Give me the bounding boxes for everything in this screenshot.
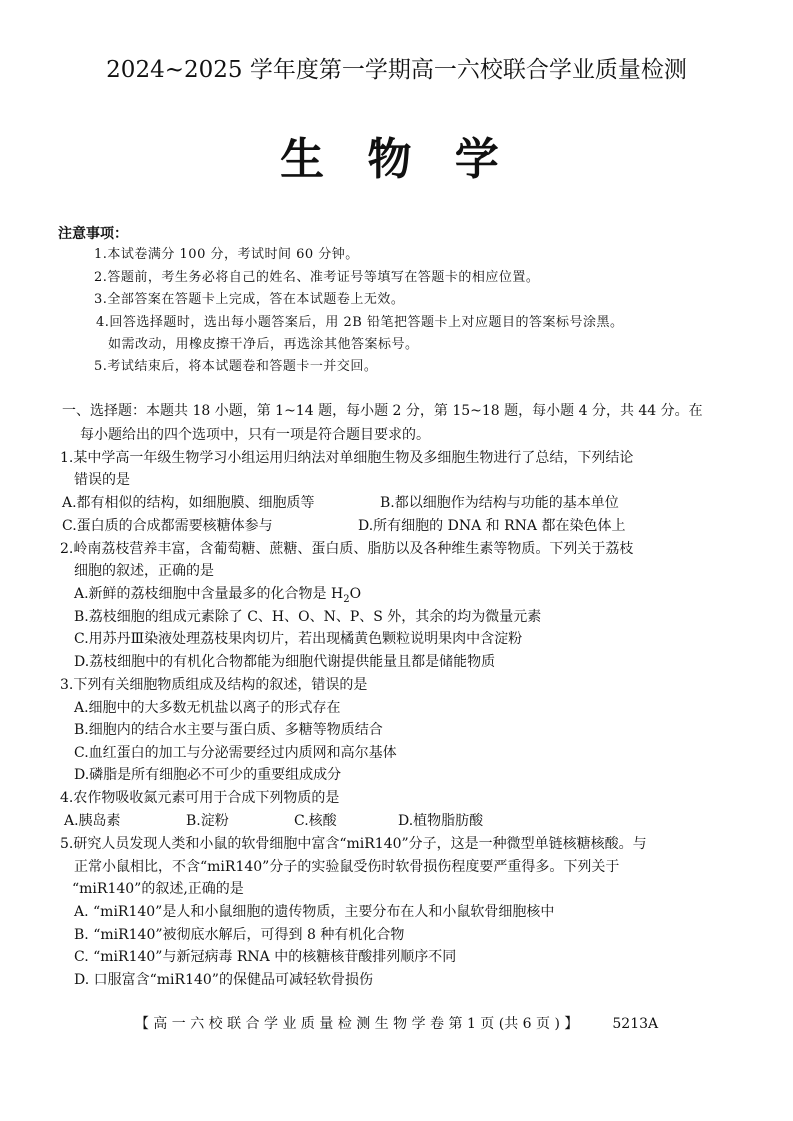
exam-title: 2024~2025 学年度第一学期高一六校联合学业质量检测 — [106, 57, 687, 83]
question-2-option-b: B.荔枝细胞的组成元素除了 C、H、O、N、P、S 外，其余的均为微量元素 — [74, 609, 542, 625]
notice-item: 2.答题前，考生务必将自己的姓名、准考证号等填写在答题卡的相应位置。 — [94, 270, 540, 285]
page-footer — [0, 1014, 793, 1034]
question-4-option-a: A.胰岛素 — [64, 813, 121, 829]
notice-item: 5.考试结束后，将本试题卷和答题卡一并交回。 — [94, 359, 378, 374]
question-1-stem-cont: 错误的是 — [74, 472, 130, 488]
question-5-option-d: D. 口服富含“miR140”的保健品可减轻软骨损伤 — [74, 972, 373, 988]
question-1-option-a: A.都有相似的结构，如细胞膜、细胞质等 — [62, 495, 315, 511]
question-5-option-b: B. “miR140”被彻底水解后，可得到 8 种有机化合物 — [74, 927, 405, 943]
question-2-stem-cont: 细胞的叙述，正确的是 — [74, 563, 214, 579]
notice-heading: 注意事项： — [58, 226, 128, 242]
footer-text: 【 高 一 六 校 联 合 学 业 质 量 检 测 生 物 学 卷 第 1 页 (共 6 页 ) 】 — [134, 1016, 579, 1032]
question-4-option-c: C.核酸 — [294, 813, 337, 829]
notice-item: 3.全部答案在答题卡上完成，答在本试题卷上无效。 — [94, 292, 405, 307]
notice-item: 1.本试卷满分 100 分，考试时间 60 分钟。 — [94, 247, 359, 262]
notice-item: 如需改动，用橡皮擦干净后，再选涂其他答案标号。 — [108, 337, 419, 352]
question-5-stem-cont: 正常小鼠相比，不含“miR140”分子的实验鼠受伤时软骨损伤程度要严重得多。下列关于 — [74, 859, 620, 875]
question-3-option-a: A.细胞中的大多数无机盐以离子的形式存在 — [74, 700, 341, 716]
question-4-option-d: D.植物脂肪酸 — [398, 813, 484, 829]
question-4-option-b: B.淀粉 — [186, 813, 229, 829]
notice-item: 4.回答选择题时，选出每小题答案后，用 2B 铅笔把答题卡上对应题目的答案标号涂黑。 — [96, 315, 624, 330]
subject-title: 生 物 学 — [280, 134, 513, 185]
question-5-stem-cont2: “miR140”的叙述,正确的是 — [72, 881, 244, 897]
question-2-option-d: D.荔枝细胞中的有机化合物都能为细胞代谢提供能量且都是储能物质 — [74, 654, 496, 670]
question-3-stem: 3.下列有关细胞物质组成及结构的叙述，错误的是 — [60, 677, 368, 693]
question-1-option-d: D.所有细胞的 DNA 和 RNA 都在染色体上 — [358, 518, 626, 534]
question-5-option-c: C. “miR140”与新冠病毒 RNA 中的核糖核苷酸排列顺序不同 — [74, 949, 457, 965]
question-2-option-a: A.新鲜的荔枝细胞中含量最多的化合物是 $H_2O$ — [74, 586, 362, 605]
question-5-stem: 5.研究人员发现人类和小鼠的软骨细胞中富含“miR140”分子，这是一种微型单链核糖核酸。与 — [60, 836, 647, 852]
question-1-stem: 1.某中学高一年级生物学习小组运用归纳法对单细胞生物及多细胞生物进行了总结，下列结论 — [60, 450, 634, 466]
question-3-option-c: C.血红蛋白的加工与分泌需要经过内质网和高尔基体 — [74, 745, 397, 761]
question-3-option-d: D.磷脂是所有细胞必不可少的重要组成成分 — [74, 767, 342, 783]
question-4-stem: 4.农作物吸收氮元素可用于合成下列物质的是 — [60, 790, 340, 806]
question-5-option-a: A. “miR140”是人和小鼠细胞的遗传物质，主要分布在人和小鼠软骨细胞核中 — [74, 904, 555, 920]
section-heading: 一、选择题：本题共 18 小题，第 1~14 题，每小题 2 分，第 15~18 题，每小题 4 分，共 44 分。在 — [62, 403, 703, 419]
question-2-stem: 2.岭南荔枝营养丰富，含葡萄糖、蔗糖、蛋白质、脂肪以及各种维生素等物质。下列关于荔枝 — [60, 541, 634, 557]
question-3-option-b: B.细胞内的结合水主要与蛋白质、多糖等物质结合 — [74, 722, 383, 738]
section-heading-cont: 每小题给出的四个选项中，只有一项是符合题目要求的。 — [80, 427, 430, 443]
paper-code: 5213A — [612, 1016, 659, 1032]
question-1-option-b: B.都以细胞作为结构与功能的基本单位 — [380, 495, 619, 511]
question-1-option-c: C.蛋白质的合成都需要核糖体参与 — [62, 518, 273, 534]
question-2-option-c: C.用苏丹Ⅲ染液处理荔枝果肉切片，若出现橘黄色颗粒说明果肉中含淀粉 — [74, 631, 523, 647]
